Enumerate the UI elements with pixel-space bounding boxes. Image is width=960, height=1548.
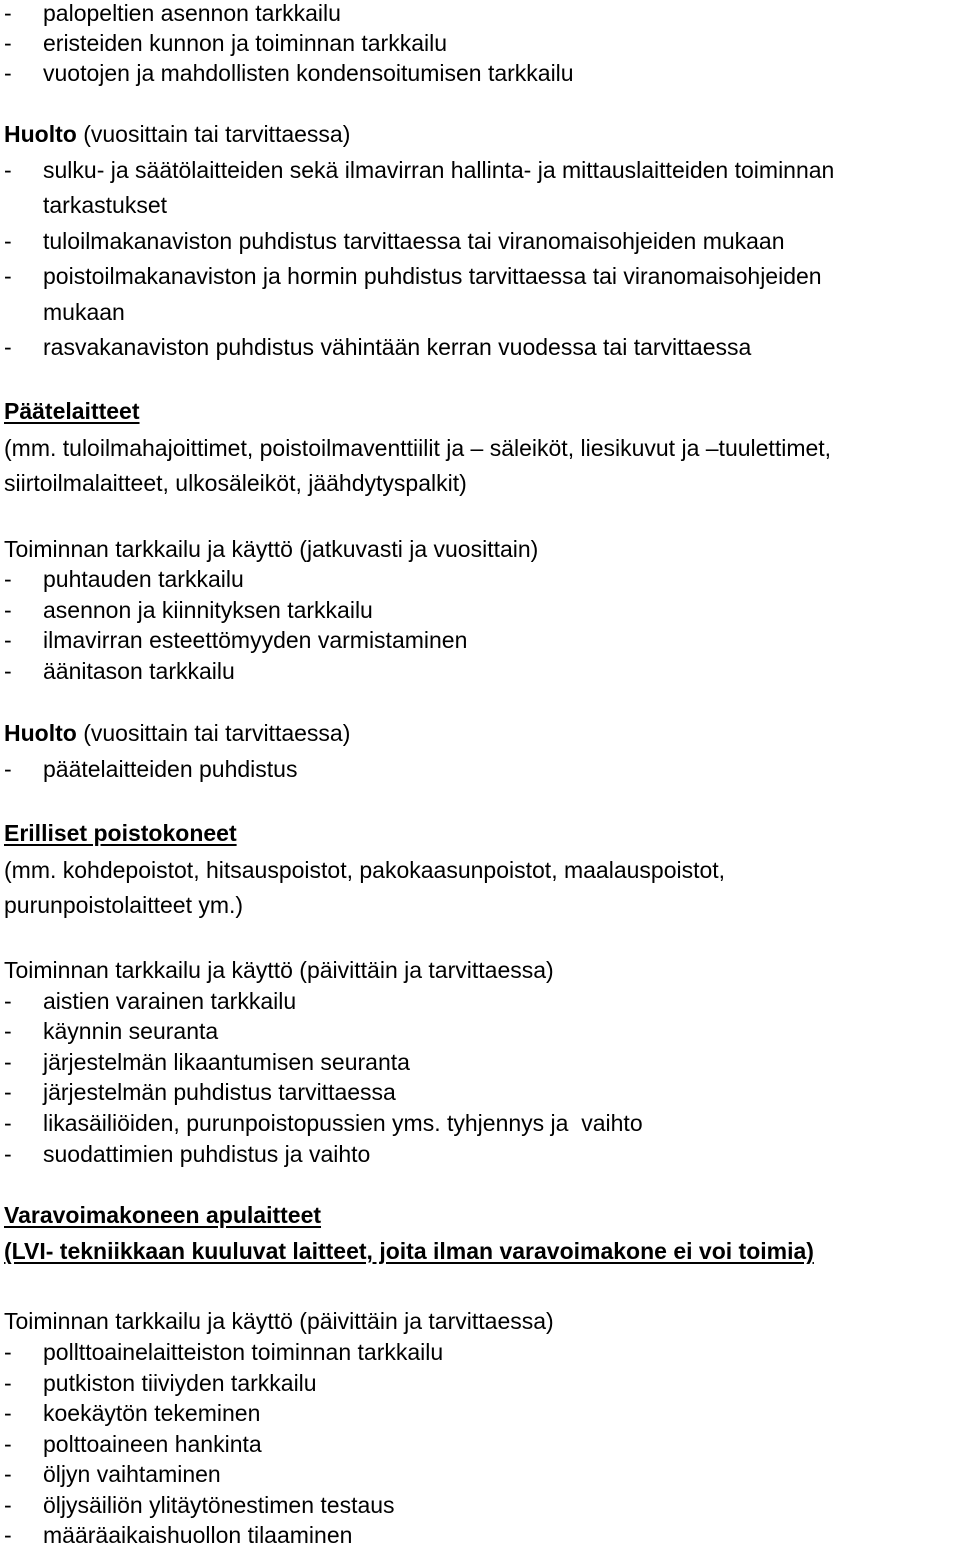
dash: -	[4, 566, 12, 592]
dash: -	[4, 1141, 12, 1167]
list-item: päätelaitteiden puhdistus	[43, 756, 298, 782]
dash: -	[4, 627, 12, 653]
list-item: järjestelmän likaantumisen seuranta	[43, 1049, 410, 1075]
huolto-frequency: (vuosittain tai tarvittaessa)	[76, 720, 351, 746]
list-item: palopeltien asennon tarkkailu	[43, 0, 341, 26]
toiminta-heading: Toiminnan tarkkailu ja käyttö (jatkuvasti ja vuosittain)	[4, 536, 539, 562]
list-item: asennon ja kiinnityksen tarkkailu	[43, 597, 373, 623]
dash: -	[4, 1370, 12, 1396]
list-item: puhtauden tarkkailu	[43, 566, 244, 592]
list-item: määräaikaishuollon tilaaminen	[43, 1522, 353, 1548]
list-item: putkiston tiiviyden tarkkailu	[43, 1370, 317, 1396]
dash: -	[4, 756, 12, 782]
dash: -	[4, 1079, 12, 1105]
list-item: tuloilmakanaviston puhdistus tarvittaessa tai viranomaisohjeiden mukaan	[43, 228, 785, 254]
list-item: öljysäiliön ylitäytönestimen testaus	[43, 1492, 395, 1518]
list-item: poistoilmakanaviston ja hormin puhdistus tarvittaessa tai viranomaisohjeiden	[43, 263, 822, 289]
dash: -	[4, 263, 12, 289]
list-item-continuation: mukaan	[43, 299, 125, 325]
dash: -	[4, 60, 12, 86]
huolto-label: Huolto	[4, 121, 77, 147]
dash: -	[4, 334, 12, 360]
dash: -	[4, 0, 12, 26]
toiminta-heading: Toiminnan tarkkailu ja käyttö (päivittäin ja tarvittaessa)	[4, 957, 554, 983]
section-subheading: (LVI- tekniikkaan kuuluvat laitteet, joita ilman varavoimakone ei voi toimia)	[4, 1238, 814, 1264]
dash: -	[4, 30, 12, 56]
dash: -	[4, 157, 12, 183]
list-item: käynnin seuranta	[43, 1018, 219, 1044]
dash: -	[4, 1049, 12, 1075]
section-heading-varavoima: Varavoimakoneen apulaitteet	[4, 1202, 322, 1228]
huolto-label: Huolto	[4, 720, 77, 746]
dash: -	[4, 1431, 12, 1457]
list-item: koekäytön tekeminen	[43, 1400, 261, 1426]
dash: -	[4, 1461, 12, 1487]
dash: -	[4, 597, 12, 623]
section-heading-erilliset: Erilliset poistokoneet	[4, 820, 237, 846]
dash: -	[4, 1492, 12, 1518]
toiminta-heading: Toiminnan tarkkailu ja käyttö (päivittäin ja tarvittaessa)	[4, 1308, 554, 1334]
list-item: likasäiliöiden, purunpoistopussien yms. tyhjennys ja vaihto	[43, 1110, 643, 1136]
list-item: rasvakanaviston puhdistus vähintään kerran vuodessa tai tarvittaessa	[43, 334, 752, 360]
dash: -	[4, 988, 12, 1014]
huolto-frequency: (vuosittain tai tarvittaessa)	[76, 121, 351, 147]
list-item: pollttoainelaitteiston toiminnan tarkkailu	[43, 1339, 444, 1365]
dash: -	[4, 1400, 12, 1426]
section-description: (mm. kohdepoistot, hitsauspoistot, pakokaasunpoistot, maalauspoistot,	[4, 857, 726, 883]
section-description: siirtoilmalaitteet, ulkosäleiköt, jäähdytyspalkit)	[4, 470, 467, 496]
dash: -	[4, 658, 12, 684]
dash: -	[4, 228, 12, 254]
list-item: eristeiden kunnon ja toiminnan tarkkailu	[43, 30, 448, 56]
section-description: (mm. tuloilmahajoittimet, poistoilmaventtiilit ja – säleiköt, liesikuvut ja –tuulettimet,	[4, 435, 832, 461]
dash: -	[4, 1018, 12, 1044]
list-item: polttoaineen hankinta	[43, 1431, 262, 1457]
huolto-heading	[4, 121, 350, 147]
list-item: sulku- ja säätölaitteiden sekä ilmavirran hallinta- ja mittauslaitteiden toiminnan	[43, 157, 835, 183]
huolto-heading	[4, 720, 350, 746]
list-item: suodattimien puhdistus ja vaihto	[43, 1141, 371, 1167]
list-item: vuotojen ja mahdollisten kondensoitumisen tarkkailu	[43, 60, 574, 86]
list-item: ilmavirran esteettömyyden varmistaminen	[43, 627, 468, 653]
dash: -	[4, 1339, 12, 1365]
list-item: öljyn vaihtaminen	[43, 1461, 221, 1487]
dash: -	[4, 1522, 12, 1548]
section-heading-paatelaitteet: Päätelaitteet	[4, 398, 140, 424]
list-item-continuation: tarkastukset	[43, 192, 167, 218]
list-item: järjestelmän puhdistus tarvittaessa	[43, 1079, 396, 1105]
dash: -	[4, 1110, 12, 1136]
list-item: äänitason tarkkailu	[43, 658, 235, 684]
section-description: purunpoistolaitteet ym.)	[4, 892, 244, 918]
list-item: aistien varainen tarkkailu	[43, 988, 297, 1014]
